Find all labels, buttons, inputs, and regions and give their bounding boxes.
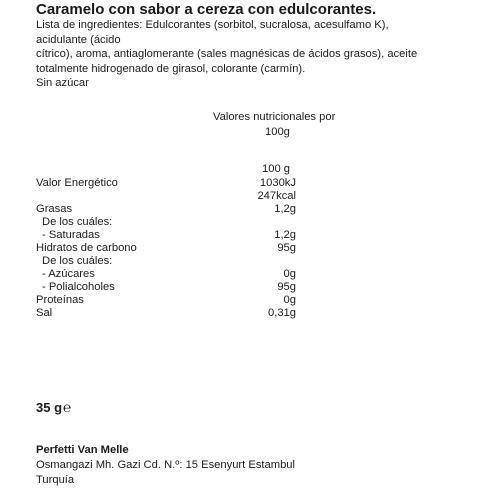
nutrient-value: 0,31g [268, 307, 296, 319]
nutrition-row [36, 294, 296, 307]
nutrient-label: Valor Energético [36, 177, 118, 189]
nutrition-row [36, 203, 296, 216]
net-weight-value: 35 g [36, 400, 63, 415]
nutrient-label: Sal [36, 307, 53, 319]
nutrient-label: De los cuáles: [42, 216, 113, 228]
nutrition-header-line: Valores nutricionales por [213, 111, 336, 123]
nutrient-label: - Polialcoholes [42, 281, 115, 293]
nutrient-label: De los cuáles: [42, 255, 113, 267]
ingredients-list [36, 18, 476, 76]
ingredients-line: cítrico), aroma, antiaglomerante (sales magnésicas de ácidos grasos), aceite [36, 48, 418, 60]
nutrient-value: 1030kJ [259, 177, 296, 189]
nutrition-row [36, 268, 296, 281]
nutrient-value: 95g [277, 242, 296, 254]
nutrient-value: 0g [283, 294, 296, 306]
nutrient-label: Grasas [36, 203, 73, 215]
nutrient-label: - Azúcares [42, 268, 95, 280]
net-weight [36, 399, 71, 415]
ingredients-line: Lista de ingredientes: Edulcorantes (sorbitol, sucralosa, acesulfamo K), [36, 19, 389, 31]
nutrition-header-line: 100g [265, 125, 290, 138]
product-title: Caramelo con sabor a cereza con edulcorantes. [36, 1, 377, 18]
nutrient-value: 95g [277, 281, 296, 293]
nutrient-value: 0g [283, 268, 296, 280]
manufacturer-country: Turquía [36, 474, 75, 486]
ingredients-line: totalmente hidrogenado de girasol, colorante (carmín). [36, 62, 306, 75]
nutrition-row [36, 177, 296, 190]
manufacturer-address: Osmangazi Mh. Gazi Cd. N.º: 15 Esenyurt Estambul [36, 459, 296, 471]
sugar-free-claim: Sin azúcar [36, 77, 89, 89]
nutrition-row [36, 281, 296, 294]
nutrition-row [36, 216, 296, 229]
nutrition-column-header: 100 g [262, 163, 290, 175]
nutrition-row [36, 255, 296, 268]
nutrient-label: Proteínas [36, 294, 84, 306]
estimated-sign-icon: ℮ [63, 399, 72, 415]
nutrition-row [36, 190, 296, 203]
manufacturer-name: Perfetti Van Melle [36, 444, 129, 456]
nutrient-value: 1,2g [274, 229, 296, 241]
nutrition-table [36, 177, 296, 320]
nutrient-value: 1,2g [274, 203, 296, 215]
nutrient-label: Hidratos de carbono [36, 242, 137, 254]
ingredients-line: acidulante (ácido [36, 33, 121, 46]
manufacturer-info [36, 443, 295, 488]
nutrient-label: - Saturadas [42, 229, 100, 241]
nutrition-row [36, 242, 296, 255]
nutrition-header [213, 110, 335, 139]
nutrient-value: 247kcal [257, 190, 296, 202]
nutrition-row [36, 229, 296, 242]
nutrition-row [36, 307, 296, 320]
